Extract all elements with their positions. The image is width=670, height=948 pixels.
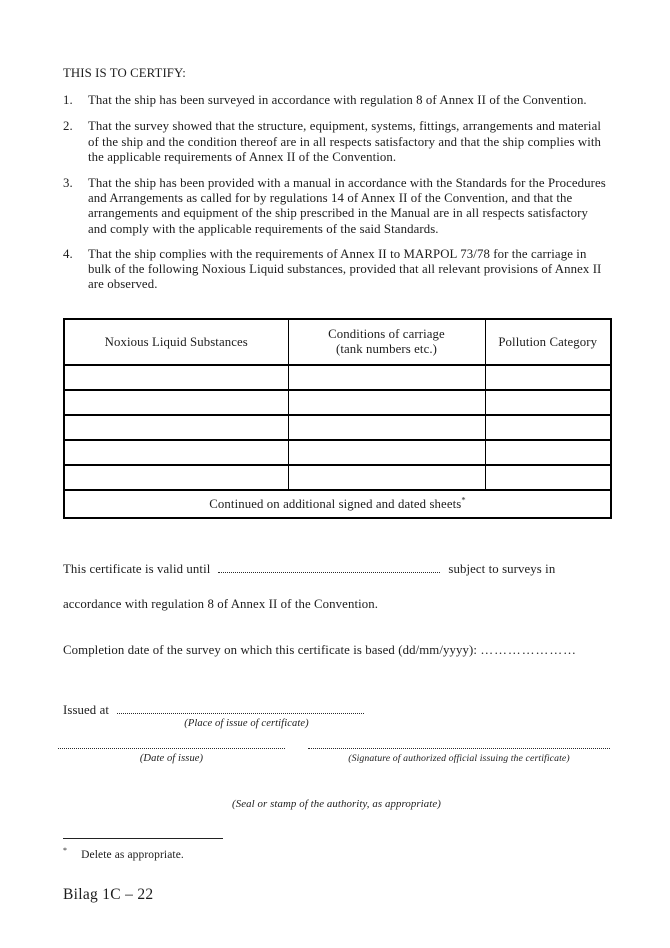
empty-cell xyxy=(64,365,288,390)
empty-cell xyxy=(64,390,288,415)
item-number: 3. xyxy=(63,176,73,191)
table-row xyxy=(64,390,611,415)
signature-block xyxy=(308,746,610,765)
item-number: 2. xyxy=(63,119,73,134)
empty-cell xyxy=(485,465,611,490)
carriage-conditions-column-header xyxy=(288,319,485,365)
validity-suffix-text: subject to surveys in xyxy=(448,562,556,577)
place-of-issue-caption: (Place of issue of certificate) xyxy=(184,718,309,730)
certified-item-2 xyxy=(63,119,610,165)
item-text: That the ship has been provided with a manual in accordance with the Standards for the Procedures and Arrangements as called for by regulations 14 of Annex II of the Convention, and that the arrangements and equipment of the ship prescribed in the Manual are in all respects satisfactory and comply with the applicable requirements of the said Standards. xyxy=(88,176,606,236)
footnote xyxy=(63,843,610,863)
empty-cell xyxy=(485,440,611,465)
footnote-reference-asterisk: * xyxy=(461,494,466,505)
empty-cell xyxy=(485,415,611,440)
validity-statement xyxy=(63,561,610,577)
issued-at-row xyxy=(63,702,610,718)
empty-cell xyxy=(288,365,485,390)
continued-note-text: Continued on additional signed and dated sheets xyxy=(209,496,462,511)
footnote-text: Delete as appropriate. xyxy=(81,849,184,862)
certify-heading: THIS IS TO CERTIFY: xyxy=(63,66,186,80)
date-of-issue-block xyxy=(58,746,285,765)
validity-statement-line2: accordance with regulation 8 of Annex II of the Convention. xyxy=(63,596,379,611)
issued-at-label: Issued at xyxy=(63,703,110,718)
valid-until-fill-line xyxy=(218,561,440,573)
footnote-divider-rule xyxy=(63,838,223,839)
page-reference-label: Bilag 1C – 22 xyxy=(63,886,154,904)
table-body xyxy=(64,365,611,518)
carriage-conditions-header-line1: Conditions of carriage xyxy=(328,327,445,342)
certified-item-1 xyxy=(63,93,610,108)
signature-fill-line xyxy=(308,746,610,749)
empty-cell xyxy=(288,390,485,415)
table-row xyxy=(64,465,611,490)
footnote-marker: * xyxy=(63,846,68,856)
table-row xyxy=(64,440,611,465)
item-text: That the survey showed that the structure, equipment, systems, fittings, arrangements and material of the ship and the condition thereof are in all respects satisfactory and that the ship complies with the applicable requirements of Annex II of the Convention. xyxy=(88,119,602,164)
seal-or-stamp-caption: (Seal or stamp of the authority, as appropriate) xyxy=(232,798,441,811)
table-row xyxy=(64,365,611,390)
completion-date-statement xyxy=(63,643,610,658)
table-row xyxy=(64,415,611,440)
empty-cell xyxy=(288,440,485,465)
completion-date-label: Completion date of the survey on which this certificate is based (dd/mm/yyyy): xyxy=(63,642,478,657)
continued-row xyxy=(64,490,611,518)
item-number: 1. xyxy=(63,93,73,108)
signature-caption: (Signature of authorized official issuing the certificate) xyxy=(348,753,570,765)
item-number: 4. xyxy=(63,246,73,261)
signature-row xyxy=(63,746,610,765)
table-header-row xyxy=(64,319,611,365)
empty-cell xyxy=(288,465,485,490)
certified-item-3 xyxy=(63,176,610,237)
empty-cell xyxy=(64,415,288,440)
validity-prefix-text: This certificate is valid until xyxy=(63,562,211,577)
issued-at-fill-line xyxy=(117,702,364,714)
certified-item-4 xyxy=(63,247,610,293)
carriage-conditions-header-line2: (tank numbers etc.) xyxy=(335,342,438,357)
empty-cell xyxy=(485,365,611,390)
date-of-issue-caption: (Date of issue) xyxy=(139,753,204,765)
item-text: That the ship complies with the requirements of Annex II to MARPOL 73/78 for the carriage in bulk of the following Noxious Liquid substances, provided that all relevant provisions of Annex II are observed. xyxy=(88,246,602,292)
date-of-issue-fill-line xyxy=(58,746,285,749)
empty-cell xyxy=(64,465,288,490)
substances-column-header: Noxious Liquid Substances xyxy=(64,319,288,365)
empty-cell xyxy=(64,440,288,465)
empty-cell xyxy=(485,390,611,415)
pollution-category-column-header: Pollution Category xyxy=(485,319,611,365)
empty-cell xyxy=(288,415,485,440)
noxious-substances-table xyxy=(63,318,612,519)
item-text: That the ship has been surveyed in accordance with regulation 8 of Annex II of the Convention. xyxy=(88,93,587,108)
completion-date-fill-dots: ………………… xyxy=(480,642,577,657)
continued-note-cell xyxy=(64,490,611,518)
